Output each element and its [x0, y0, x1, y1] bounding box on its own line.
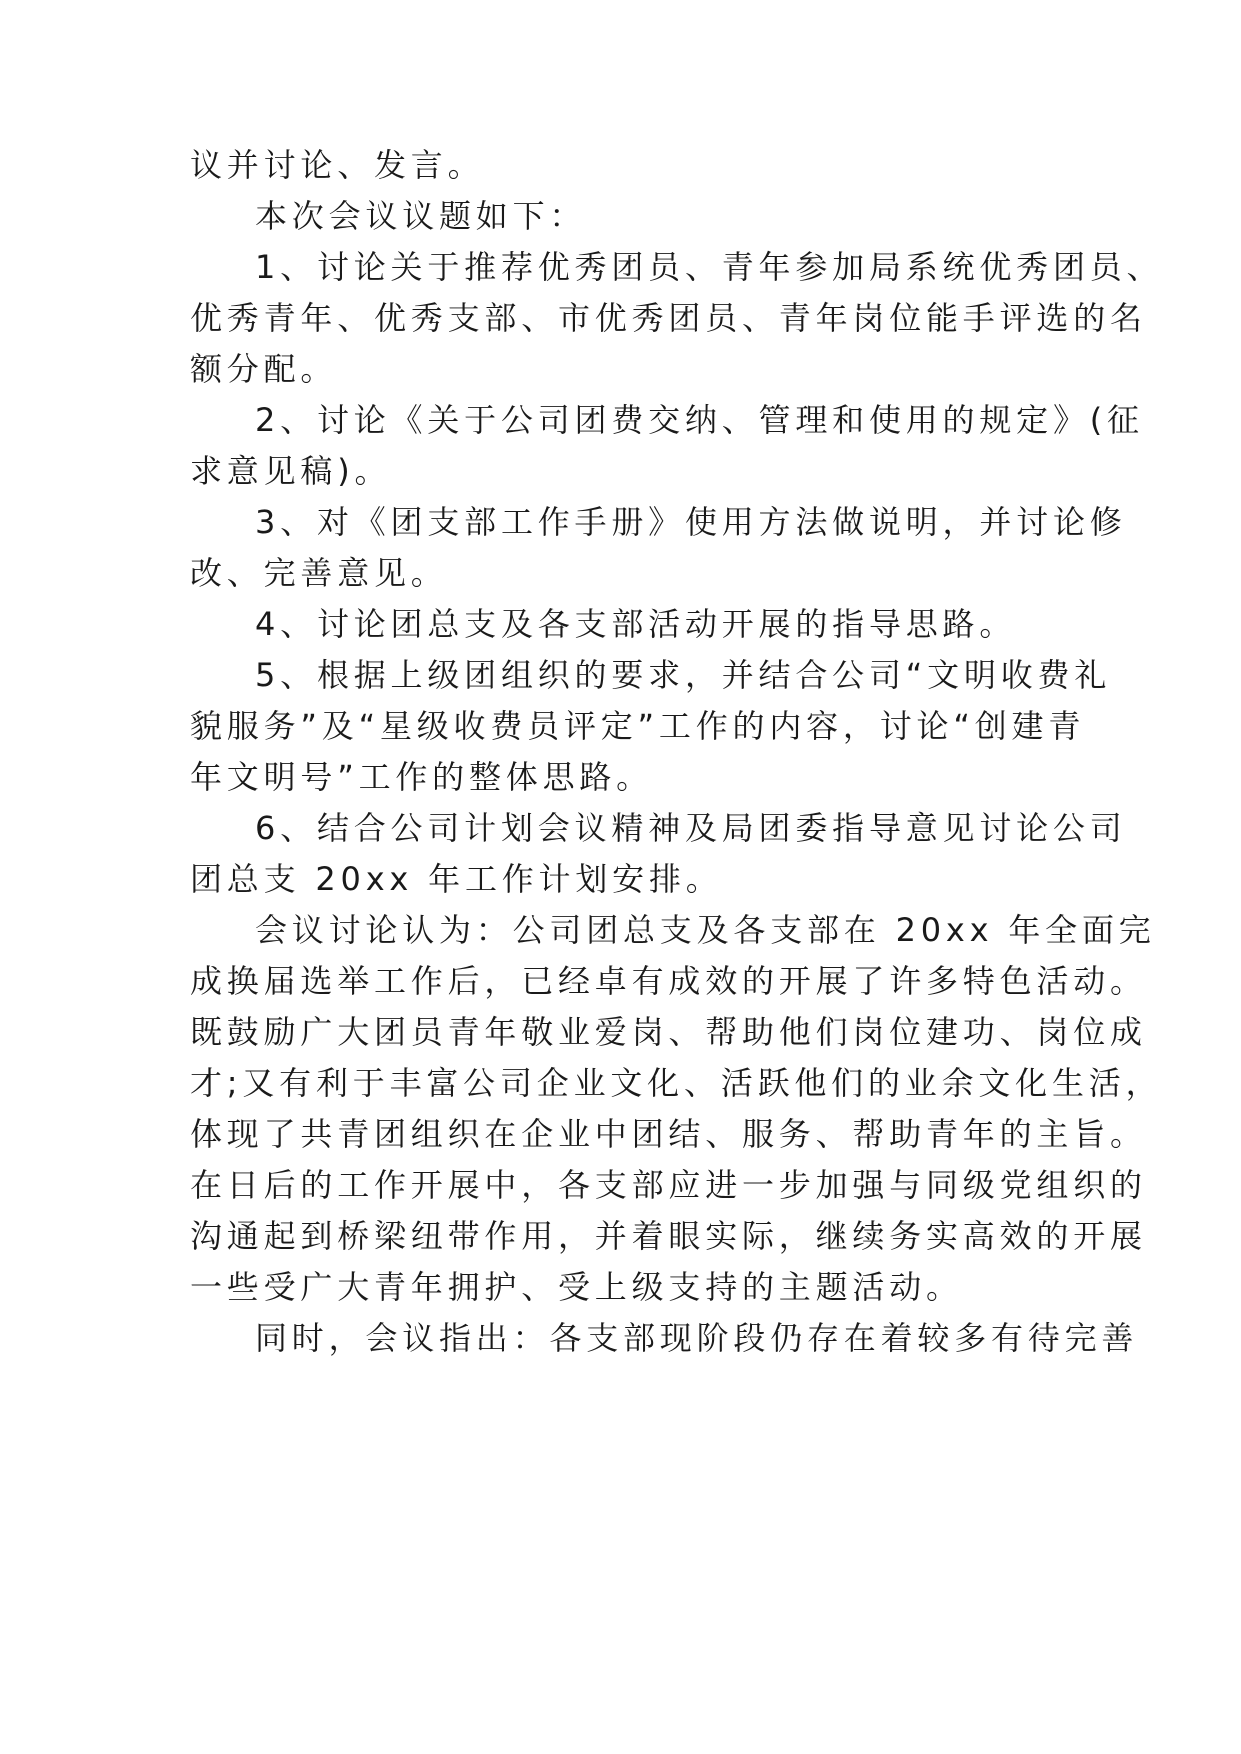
body-text-line: 同时，会议指出：各支部现阶段仍存在着较多有待完善 [255, 1319, 1139, 1357]
body-text-line: 求意见稿)。 [190, 452, 392, 490]
body-text-line: 才;又有利于丰富公司企业文化、活跃他们的业余文化生活， [190, 1064, 1163, 1102]
body-text-line: 在日后的工作开展中，各支部应进一步加强与同级党组织的 [190, 1166, 1147, 1204]
body-text-line: 本次会议议题如下： [255, 197, 587, 235]
body-text-line: 额分配。 [190, 350, 338, 388]
body-text-line: 团总支 20xx 年工作计划安排。 [190, 860, 723, 898]
body-text-line: 既鼓励广大团员青年敬业爱岗、帮助他们岗位建功、岗位成 [190, 1013, 1147, 1051]
body-text-line: 1、讨论关于推荐优秀团员、青年参加局系统优秀团员、 [255, 248, 1164, 286]
body-text-line: 4、讨论团总支及各支部活动开展的指导思路。 [255, 605, 1017, 643]
body-text-line: 2、讨论《关于公司团费交纳、管理和使用的规定》(征 [255, 401, 1144, 439]
body-text-line: 6、结合公司计划会议精神及局团委指导意见讨论公司 [255, 809, 1127, 847]
body-text-line: 貌服务”及“星级收费员评定”工作的内容，讨论“创建青 [190, 707, 1086, 745]
body-text-line: 改、完善意见。 [190, 554, 448, 592]
body-text-line: 一些受广大青年拥护、受上级支持的主题活动。 [190, 1268, 963, 1306]
body-text-line: 会议讨论认为：公司团总支及各支部在 20xx 年全面完 [255, 911, 1156, 949]
body-text-line: 沟通起到桥梁纽带作用，并着眼实际，继续务实高效的开展 [190, 1217, 1147, 1255]
body-text-line: 年文明号”工作的整体思路。 [190, 758, 653, 796]
body-text-line: 体现了共青团组织在企业中团结、服务、帮助青年的主旨。 [190, 1115, 1147, 1153]
body-text-line: 成换届选举工作后，已经卓有成效的开展了许多特色活动。 [190, 962, 1147, 1000]
body-text-line: 优秀青年、优秀支部、市优秀团员、青年岗位能手评选的名 [190, 299, 1147, 337]
body-text-line: 议并讨论、发言。 [190, 146, 485, 184]
body-text-line: 5、根据上级团组织的要求，并结合公司“文明收费礼 [255, 656, 1112, 694]
body-text-line: 3、对《团支部工作手册》使用方法做说明，并讨论修 [255, 503, 1127, 541]
